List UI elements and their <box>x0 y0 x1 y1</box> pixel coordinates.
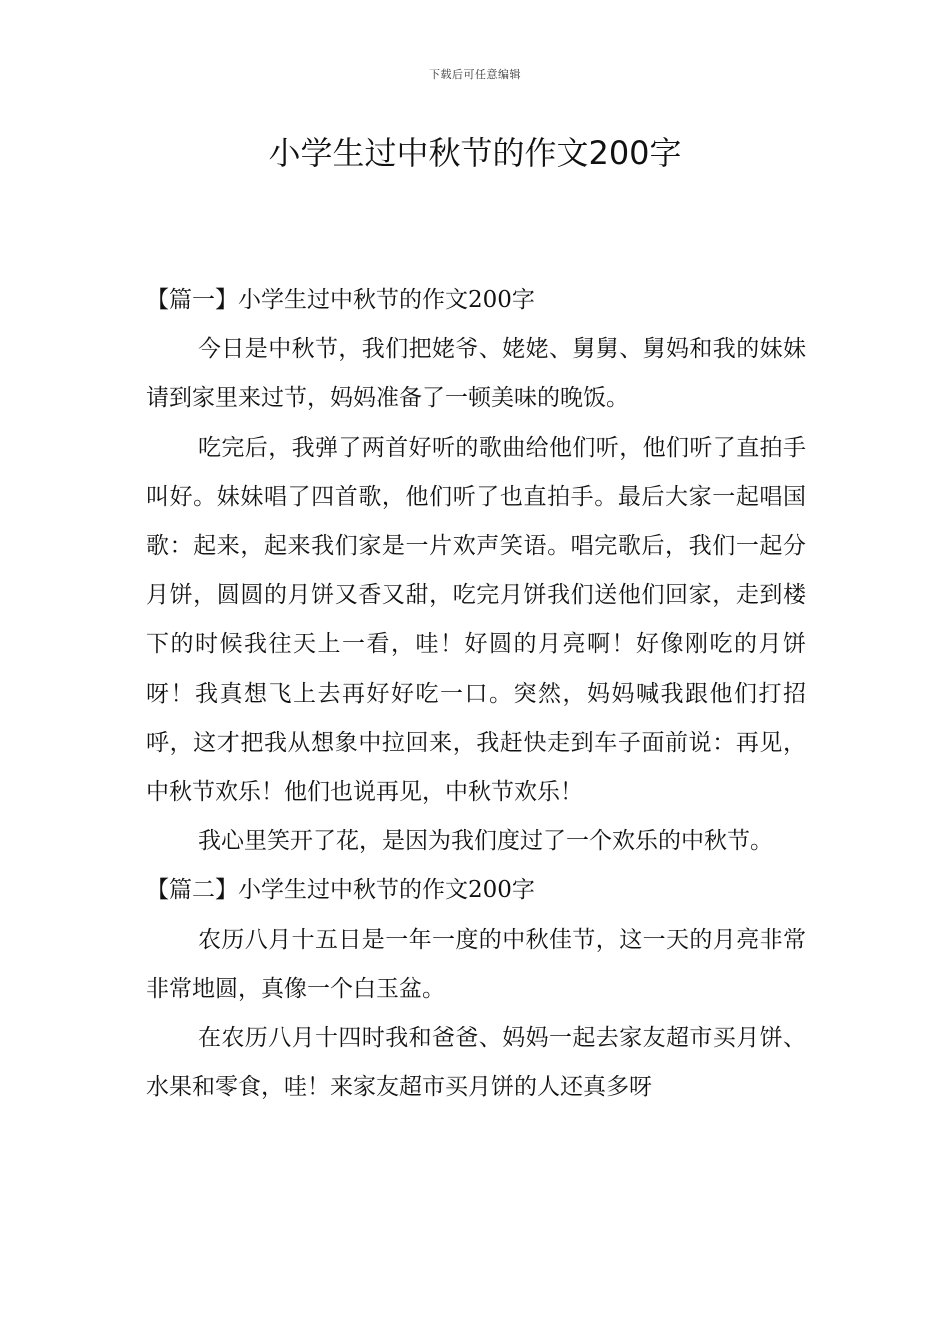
header-note: 下载后可任意编辑 <box>429 68 521 81</box>
paragraph: 今日是中秋节，我们把姥爷、姥姥、舅舅、舅妈和我的妹妹请到家里来过节，妈妈准备了一顿美味的晚饭。 <box>146 336 806 412</box>
paragraph: 我心里笑开了花，是因为我们度过了一个欢乐的中秋节。 <box>198 828 773 855</box>
paragraph: 农历八月十五日是一年一度的中秋佳节，这一天的月亮非常非常地圆，真像一个白玉盆。 <box>146 926 806 1002</box>
paragraph: 吃完后，我弹了两首好听的歌曲给他们听，他们听了直拍手叫好。妹妹唱了四首歌，他们听了也直拍手。最后大家一起唱国歌：起来，起来我们家是一片欢声笑语。唱完歌后，我们一起分月饼，圆圆的月饼又香又甜，吃完月饼我们送他们回家，走到楼下的时候我往天上一看，哇！好圆的月亮啊！好像刚吃的月饼呀！我真想飞上去再好好吃一口。突然，妈妈喊我跟他们打招呼，这才把我从想象中拉回来，我赶快走到车子面前说：再见，中秋节欢乐！他们也说再见，中秋节欢乐！ <box>146 434 806 806</box>
document-title: 小学生过中秋节的作文200字 <box>268 134 682 172</box>
paragraph: 在农历八月十四时我和爸爸、妈妈一起去家友超市买月饼、水果和零食，哇！来家友超市买月饼的人还真多呀 <box>146 1025 806 1101</box>
section-heading-1: 【篇一】小学生过中秋节的作文200字 <box>146 287 535 313</box>
section-heading-2: 【篇二】小学生过中秋节的作文200字 <box>146 877 535 904</box>
document-body <box>146 276 806 1112</box>
